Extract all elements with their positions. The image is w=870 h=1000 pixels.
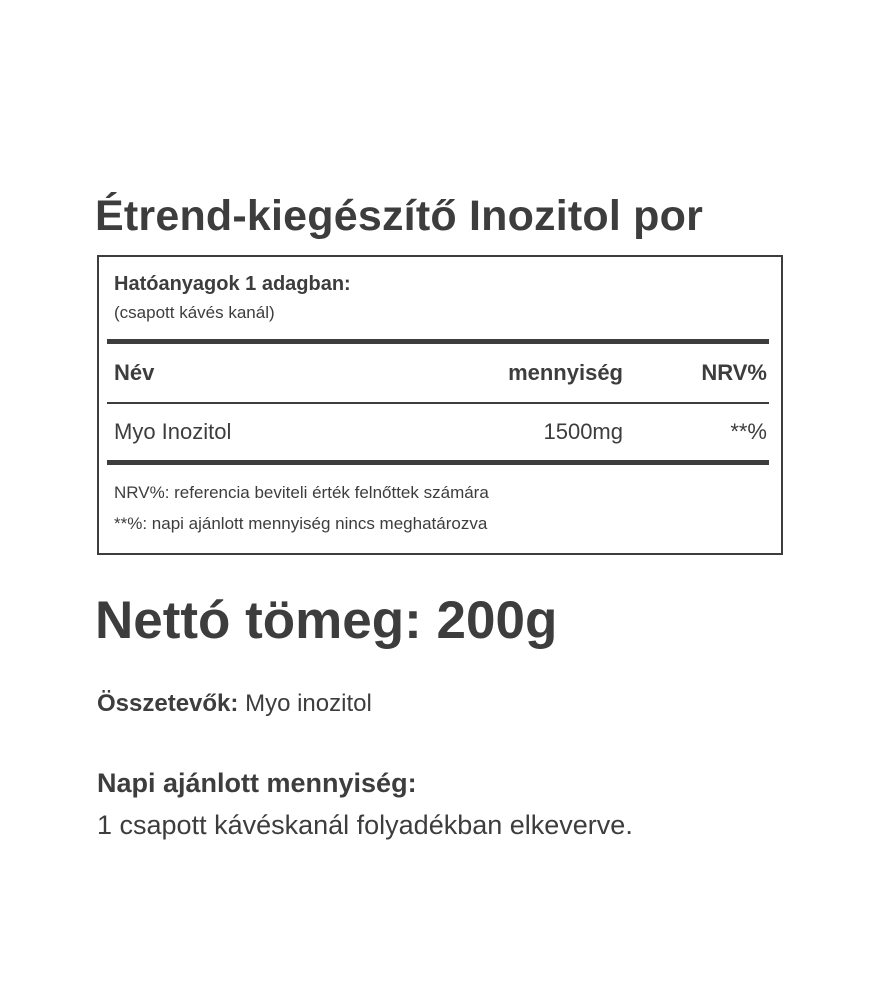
- panel-subheading: (csapott kávés kanál): [114, 303, 275, 322]
- panel-heading: Hatóanyagok 1 adagban:: [114, 273, 351, 295]
- footnote-unspecified: **%: napi ajánlott mennyiség nincs meghatározva: [114, 514, 488, 533]
- column-header-nrv: NRV%: [701, 360, 767, 385]
- ingredients-line: [97, 690, 372, 718]
- ingredients-value: Myo inozitol: [245, 690, 372, 717]
- nutrition-panel: [97, 255, 783, 555]
- divider-bottom: [107, 460, 769, 465]
- column-header-name: Név: [114, 360, 155, 385]
- row-name: Myo Inozitol: [114, 419, 232, 444]
- column-header-amount: mennyiség: [508, 360, 623, 385]
- row-nrv: **%: [730, 419, 767, 444]
- daily-dose-text: 1 csapott kávéskanál folyadékban elkeverve.: [97, 810, 633, 840]
- footnote-nrv: NRV%: referencia beviteli érték felnőttek számára: [114, 483, 489, 502]
- divider-top: [107, 339, 769, 344]
- product-title: Étrend-kiegészítő Inozitol por: [95, 192, 704, 240]
- divider-header: [107, 402, 769, 404]
- net-weight: Nettó tömeg: 200g: [95, 591, 558, 650]
- row-amount: 1500mg: [543, 419, 623, 444]
- ingredients-label: Összetevők:: [97, 690, 239, 717]
- daily-dose-label: Napi ajánlott mennyiség:: [97, 768, 417, 798]
